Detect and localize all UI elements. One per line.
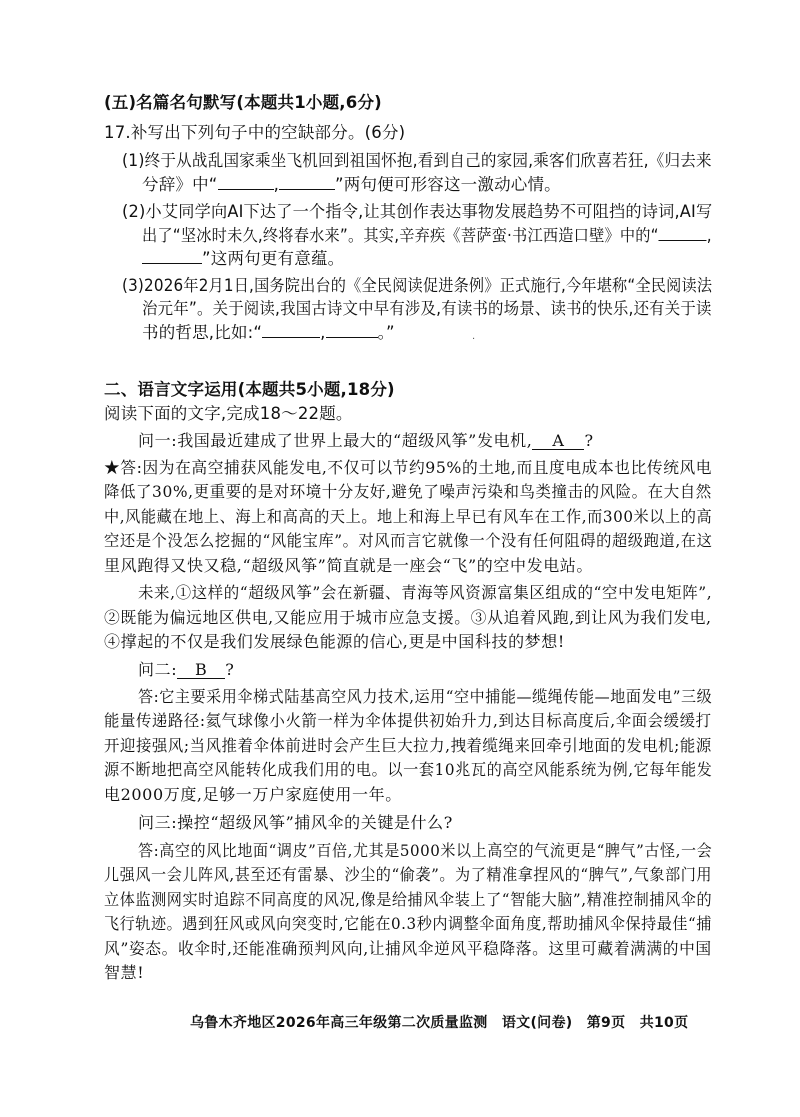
answer-blank — [326, 321, 378, 338]
answer-three-line1: 答:高空的风比地面“调皮”百倍,尤其是5000米以上高空的气流更是“脾气”古怪,一会 — [138, 841, 713, 860]
q17-item1-text-b: ”两句便可形容这一激动心情。 — [335, 175, 561, 194]
question-two — [138, 659, 234, 681]
q17-item2-text-a: 出了“坚冰时未久,终将春水来”。其实,辛弃疾《菩萨蛮·书江西造口壁》中的“ — [142, 226, 659, 245]
section-5-heading: (五)名篇名句默写(本题共1小题,6分) — [104, 93, 382, 112]
comma: , — [320, 323, 326, 342]
answer-three-line6: 智慧! — [104, 963, 145, 982]
q17-item2-text-b: ”这两句更有意蕴。 — [202, 249, 345, 268]
answer-blank — [279, 173, 335, 190]
answer-two-line2: 能量传递路径:氦气球像小火箭一样为伞体提供初始升力,到达目标高度后,伞面会缓缓打 — [104, 711, 712, 730]
scan-speck: · — [472, 334, 476, 345]
answer-one-line1: ★答:因为在高空捕获风能发电,不仅可以节约95%的土地,而且度电成本也比传统风电 — [104, 458, 713, 477]
q17-item3-line2: 治元年”。关于阅读,我国古诗文中早有涉及,有读书的场景、读书的快乐,还有关于读 — [142, 299, 712, 318]
question-mark: ? — [584, 431, 594, 450]
answer-two-line1: 答:它主要采用伞梯式陆基高空风力技术,运用“空中捕能—缆绳传能—地面发电”三级 — [138, 687, 713, 706]
q17-item2-line3 — [142, 247, 344, 270]
answer-one-line6: 未来,①这样的“超级风筝”会在新疆、青海等风资源富集区组成的“空中发电矩阵”, — [138, 583, 713, 602]
blank-a: A — [532, 431, 584, 450]
answer-blank — [142, 247, 202, 264]
question-one — [138, 430, 594, 452]
q17-item3-text-b: 。” — [377, 323, 395, 342]
answer-two-line3: 开迎接强风;当风推着伞体前进时会产生巨大拉力,拽着缆绳来回牵引地面的发电机;能源 — [104, 736, 712, 755]
q17-item2-line1: (2)小艾同学向AI下达了一个指令,让其创作表达事物发展趋势不可阻挡的诗词,AI写 — [122, 202, 713, 221]
page-footer: 乌鲁木齐地区2026年高三年级第二次质量监测 语文(问卷) 第9页 共10页 — [190, 1015, 689, 1031]
q17-item3-line1: (3)2026年2月1日,国务院出台的《全民阅读促进条例》正式施行,今年堪称“全民阅读法 — [122, 276, 713, 295]
q17-item3-line3 — [142, 321, 395, 344]
answer-blank — [218, 173, 274, 190]
q17-item1-text-a: 兮辞》中“ — [142, 175, 218, 194]
answer-one-line2: 降低了30%,更重要的是对环境十分友好,避免了噪声污染和鸟类撞击的风险。在大自然 — [104, 482, 712, 501]
q17-item1-line2 — [142, 173, 561, 196]
answer-one-line7: ②既能为偏远地区供电,又能应用于城市应急支援。③从追着风跑,到让风为我们发电, — [104, 608, 712, 627]
question-one-text: 问一:我国最近建成了世界上最大的“超级风筝”发电机, — [138, 431, 533, 450]
question-three: 问三:操控“超级风筝”捕风伞的关键是什么? — [138, 813, 453, 832]
answer-three-line2: 儿强风一会儿阵风,甚至还有雷暴、沙尘的“偷袭”。为了精准拿捏风的“脾气”,气象部门用 — [104, 865, 713, 884]
answer-blank — [262, 321, 320, 338]
answer-one-line3: 中,风能藏在地上、海上和高高的天上。地上和海上早已有风车在工作,而300米以上的高 — [104, 507, 713, 526]
comma: , — [273, 175, 280, 194]
answer-two-line4: 源不断地把高空风能转化成我们用的电。以一套10兆瓦的高空风能系统为例,它每年能发 — [104, 760, 713, 779]
answer-one-line5: 里风跑得又快又稳,“超级风筝”简直就是一座会“飞”的空中发电站。 — [104, 556, 594, 575]
question-mark: ? — [225, 660, 235, 679]
question-two-text: 问二: — [138, 660, 178, 679]
answer-three-line3: 立体监测网实时追踪不同高度的风况,像是给捕风伞装上了“智能大脑”,精准控制捕风伞的 — [104, 890, 713, 909]
q17-item1-line1: (1)终于从战乱国家乘坐飞机回到祖国怀抱,看到自己的家园,乘客们欣喜若狂,《归去来 — [122, 151, 712, 170]
blank-b: B — [177, 660, 225, 679]
q17-item3-text-a: 书的哲思,比如:“ — [142, 323, 263, 342]
answer-two-line5: 电2000万度,足够一万户家庭使用一年。 — [104, 785, 402, 804]
comma: , — [706, 226, 712, 245]
answer-three-line5: 风”姿态。收伞时,还能准确预判风向,让捕风伞逆风平稳降落。这里可藏着满满的中国 — [104, 939, 712, 958]
section-2-heading: 二、语言文字运用(本题共5小题,18分) — [104, 380, 395, 399]
q17-item2-line2 — [142, 224, 712, 247]
section-2-intro: 阅读下面的文字,完成18～22题。 — [104, 404, 353, 423]
answer-one-line8: ④撑起的不仅是我们发展绿色能源的信心,更是中国科技的梦想! — [104, 632, 565, 651]
question-17: 17.补写出下列句子中的空缺部分。(6分) — [104, 123, 406, 142]
answer-blank — [659, 224, 707, 241]
answer-one-line4: 空还是个没怎么挖掘的“风能宝库”。对风而言它就像一个没有任何阻碍的超级跑道,在这 — [104, 531, 713, 550]
answer-three-line4: 飞行轨迹。遇到狂风或风向突变时,它能在0.3秒内调整伞面角度,帮助捕风伞保持最佳“捕 — [104, 914, 712, 933]
